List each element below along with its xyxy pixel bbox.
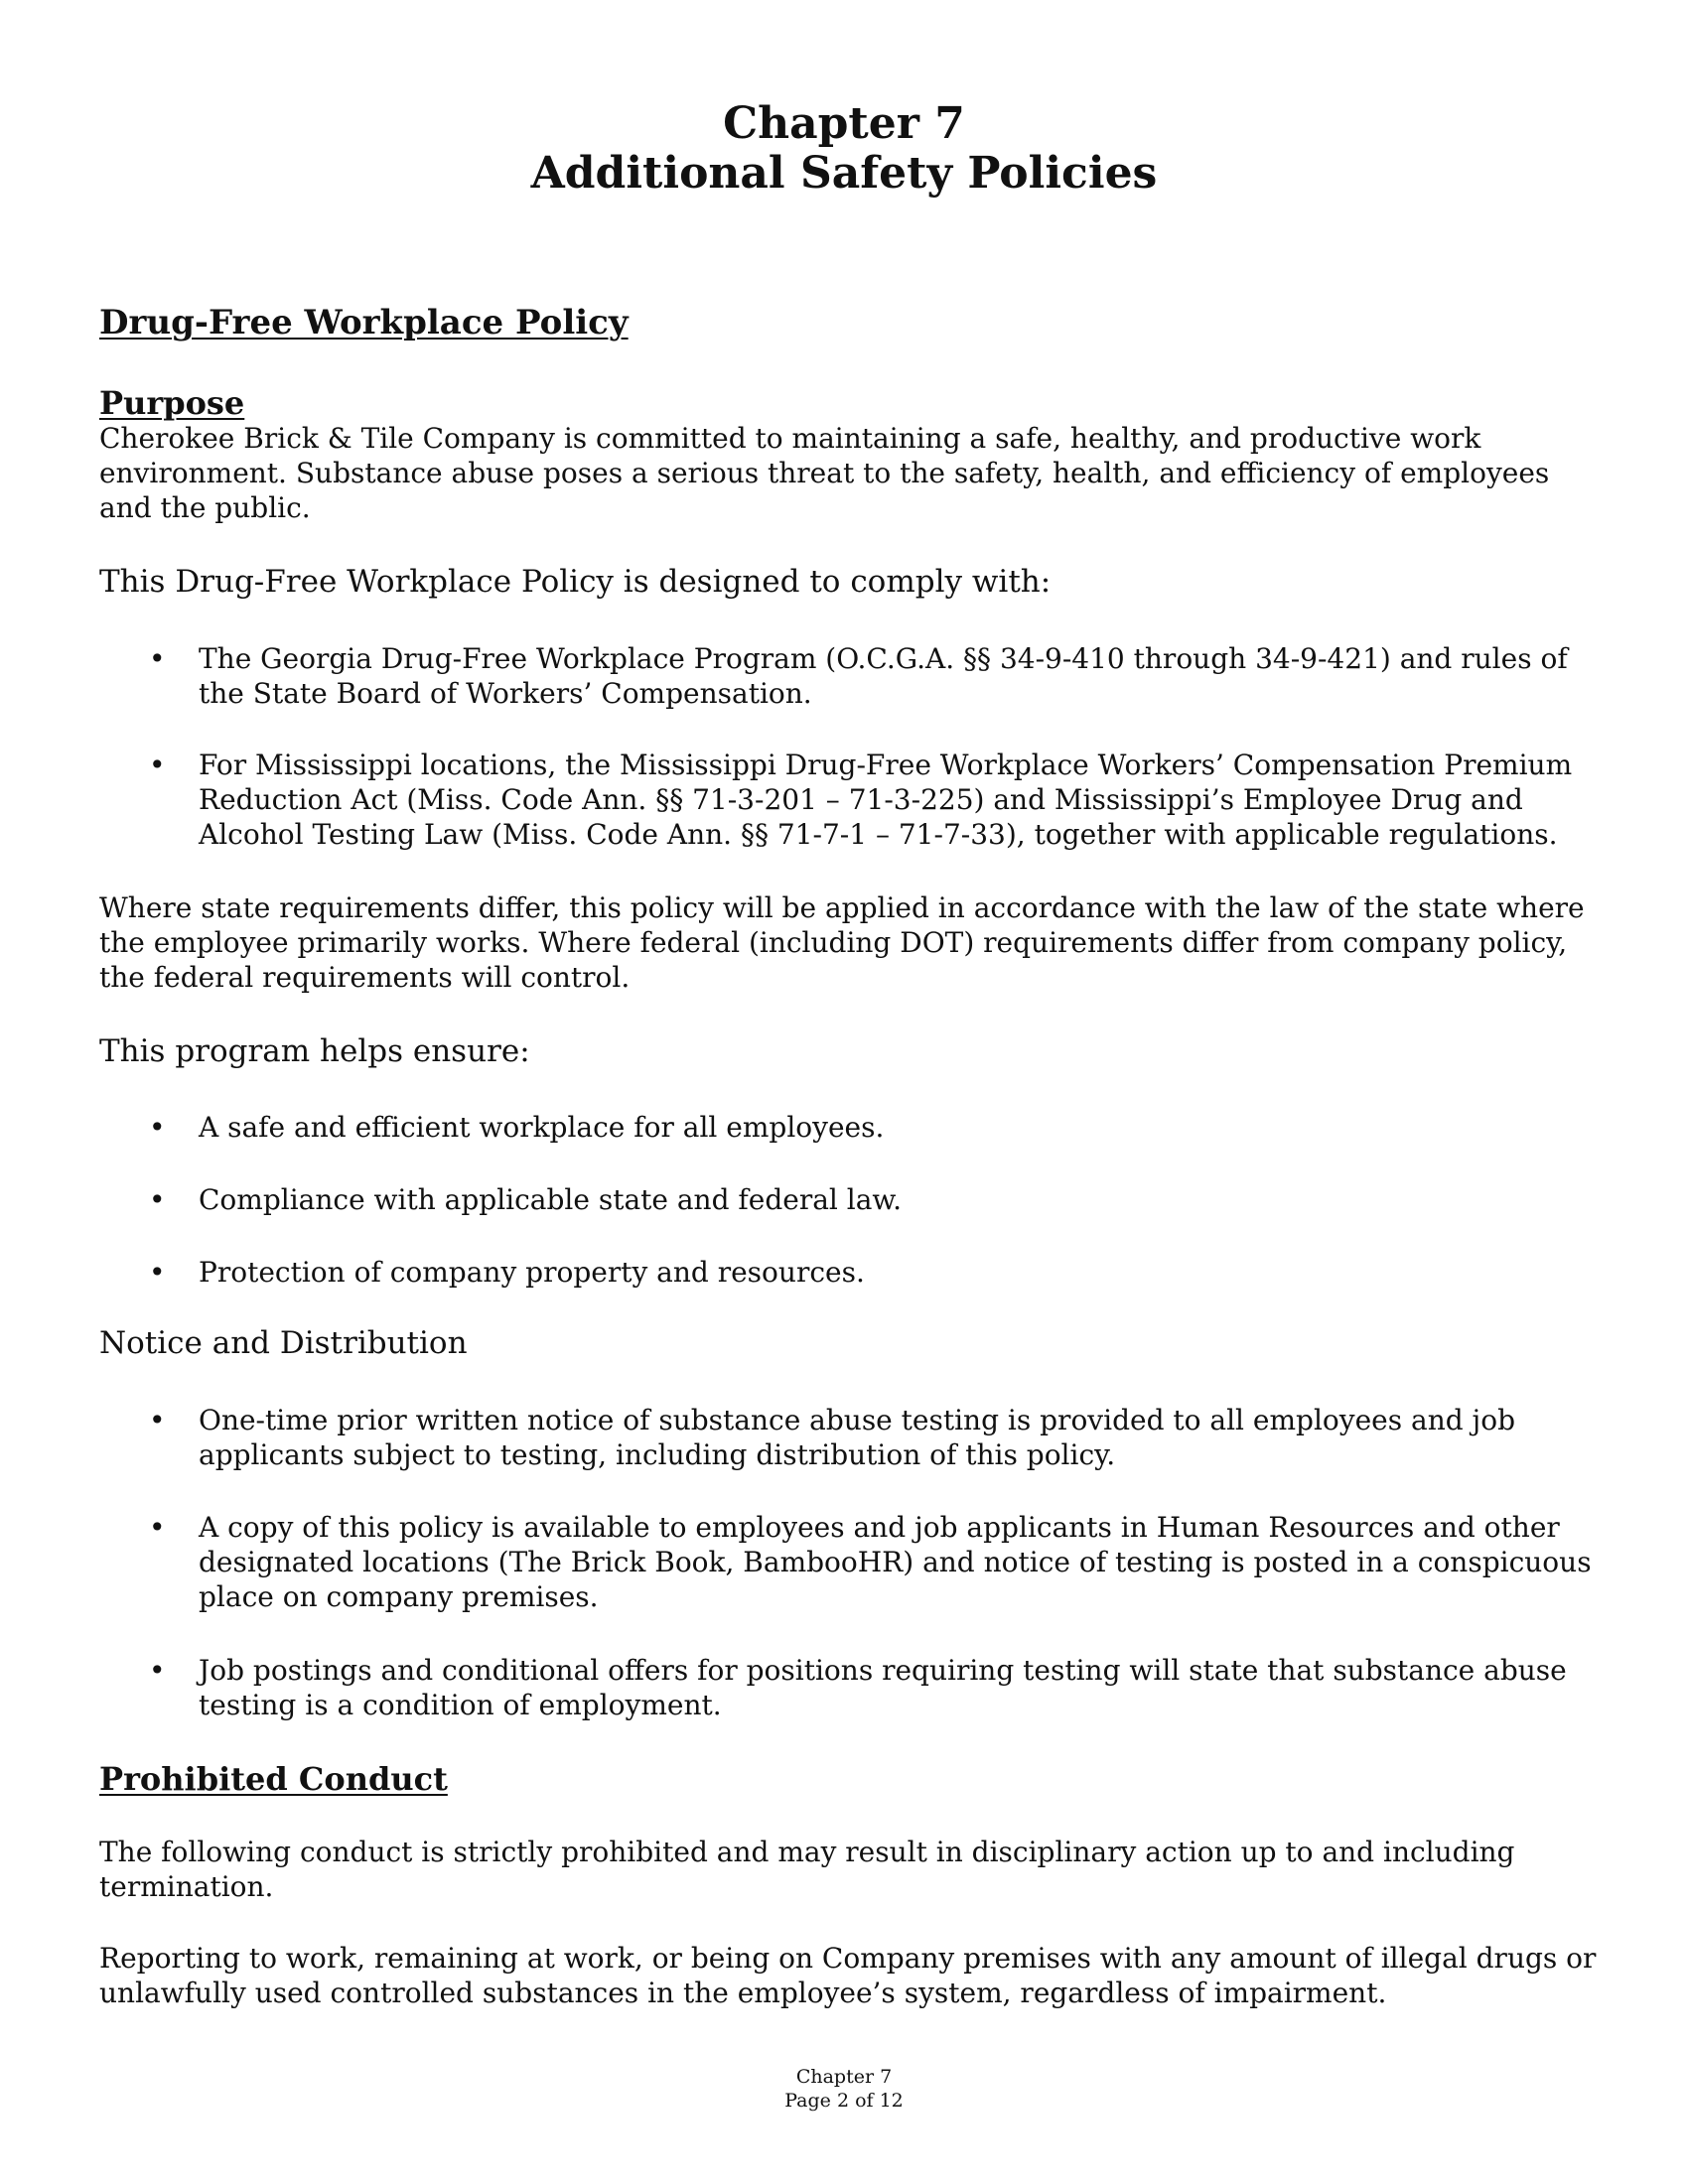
bullet-icon: • bbox=[149, 1111, 166, 1144]
comply-intro: This Drug-Free Workplace Policy is designed to comply with: bbox=[99, 564, 1052, 600]
list-item-text: Compliance with applicable state and federal law. bbox=[199, 1183, 902, 1216]
purpose-heading: Purpose bbox=[99, 384, 245, 422]
purpose-paragraph: Cherokee Brick & Tile Company is committed to maintaining a safe, healthy, and productive work environment. Substance abuse poses a serious threat to the safety, health, and efficiency of employees and the public. bbox=[99, 422, 1550, 524]
bullet-icon: • bbox=[149, 1654, 166, 1687]
chapter-title: Additional Safety Policies bbox=[530, 148, 1158, 199]
bullet-icon: • bbox=[149, 1256, 166, 1289]
footer-chapter: Chapter 7 bbox=[795, 2066, 893, 2088]
bullet-icon: • bbox=[149, 1183, 166, 1216]
list-item-text: The Georgia Drug-Free Workplace Program (O.C.G.A. §§ 34-9-410 through 34-9-421) and rules of the State Board of Workers’ Compensation. bbox=[199, 642, 1568, 710]
chapter-number: Chapter 7 bbox=[723, 98, 965, 149]
prohibited-conduct-heading: Prohibited Conduct bbox=[99, 1760, 448, 1798]
footer-page-number: Page 2 of 12 bbox=[784, 2090, 904, 2112]
bullet-icon: • bbox=[149, 1511, 166, 1544]
list-item-text: A copy of this policy is available to employees and job applicants in Human Resources and other designated locations (The Brick Book, BambooHR) and notice of testing is posted in a conspicuous place on company premises. bbox=[199, 1511, 1592, 1613]
ensure-intro: This program helps ensure: bbox=[99, 1033, 530, 1069]
prohibited-item-paragraph: Reporting to work, remaining at work, or being on Company premises with any amount of illegal drugs or unlawfully used controlled substances in the employee’s system, regardless of impairment. bbox=[99, 1942, 1597, 2009]
bullet-icon: • bbox=[149, 749, 166, 781]
state-requirements-paragraph: Where state requirements differ, this policy will be applied in accordance with the law of the state where the employee primarily works. Where federal (including DOT) requirements differ from company policy, the federal requirements will control. bbox=[99, 891, 1585, 994]
list-item-text: A safe and efficient workplace for all employees. bbox=[199, 1111, 885, 1144]
prohibited-intro-paragraph: The following conduct is strictly prohibited and may result in disciplinary action up to and including termination. bbox=[99, 1836, 1515, 1903]
list-item-text: One-time prior written notice of substance abuse testing is provided to all employees and job applicants subject to testing, including distribution of this policy. bbox=[199, 1404, 1516, 1471]
bullet-icon: • bbox=[149, 642, 166, 675]
drug-free-policy-heading: Drug-Free Workplace Policy bbox=[99, 303, 629, 342]
list-item-text: Protection of company property and resources. bbox=[199, 1256, 865, 1289]
notice-heading: Notice and Distribution bbox=[99, 1325, 468, 1361]
bullet-icon: • bbox=[149, 1404, 166, 1436]
list-item-text: For Mississippi locations, the Mississippi Drug-Free Workplace Workers’ Compensation Premium Reduction Act (Miss. Code Ann. §§ 71-3-201 – 71-3-225) and Mississippi’s Employee Drug and Alcohol Testing Law (Miss. Code Ann. §§ 71-7-1 – 71-7-33), together with applicable regulations. bbox=[199, 749, 1573, 851]
list-item-text: Job postings and conditional offers for positions requiring testing will state that substance abuse testing is a condition of employment. bbox=[199, 1654, 1567, 1721]
